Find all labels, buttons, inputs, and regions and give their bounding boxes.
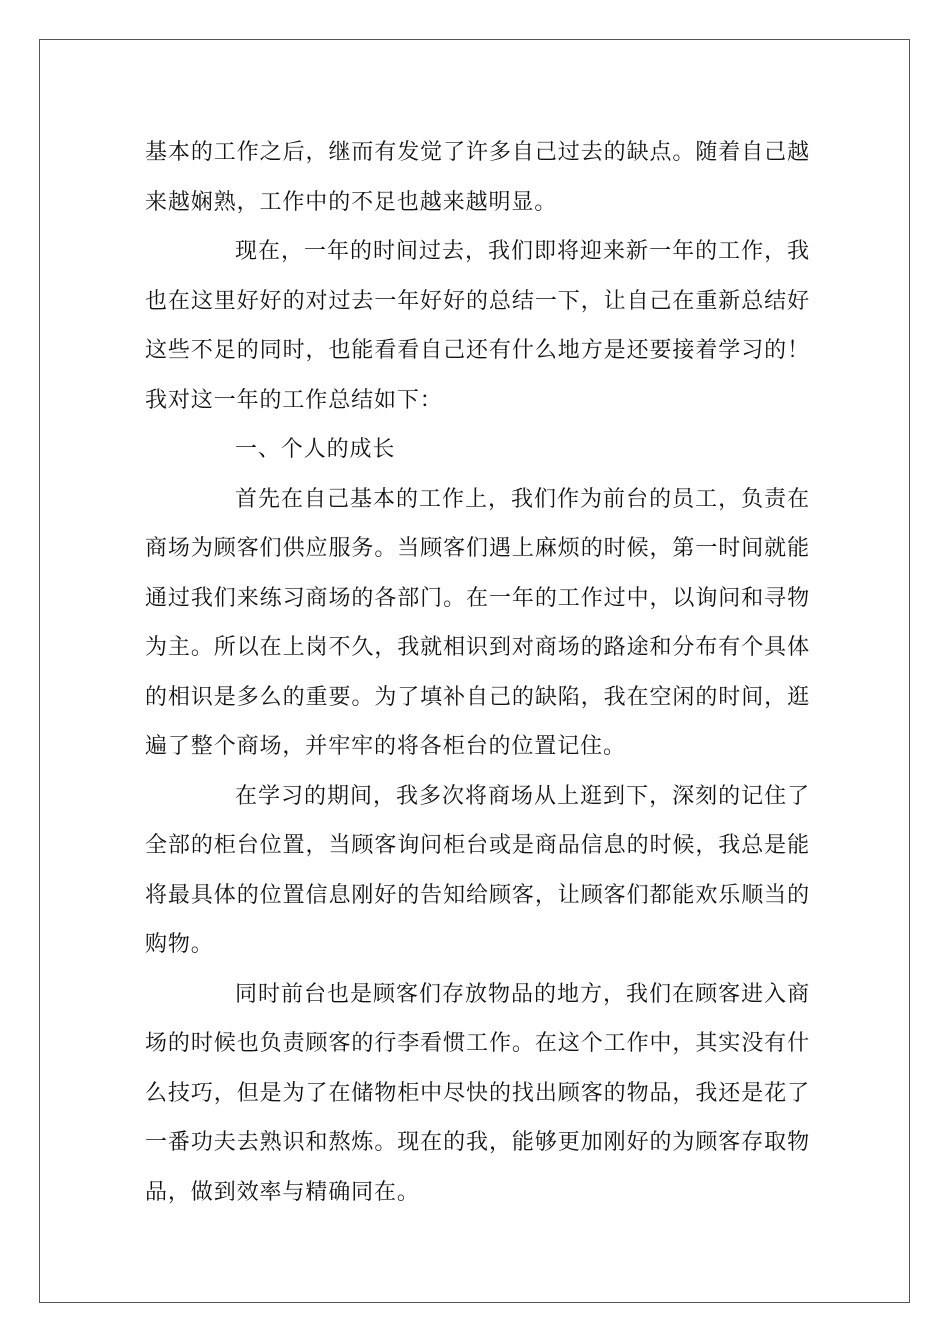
document-body	[145, 128, 810, 1217]
paragraph-learning-period: 在学习的期间，我多次将商场从上逛到下，深刻的记住了全部的柜台位置，当顾客询问柜台或是商品信息的时候，我总是能将最具体的位置信息刚好的告知给顾客，让顾客们都能欢乐顺当的购物。	[145, 783, 810, 957]
paragraph-continuation: 基本的工作之后，继而有发觉了许多自己过去的缺点。随着自己越来越娴熟，工作中的不足也越来越明显。	[145, 140, 810, 215]
section-heading-personal-growth: 一、个人的成长	[235, 437, 396, 462]
paragraph-intro: 现在，一年的时间过去，我们即将迎来新一年的工作，我也在这里好好的对过去一年好好的总结一下，让自己在重新总结好这些不足的同时，也能看看自己还有什么地方是还要接着学习的！我对这一年的工作总结如下：	[145, 239, 810, 413]
paragraph-storage-service: 同时前台也是顾客们存放物品的地方，我们在顾客进入商场的时候也负责顾客的行李看惯工作。在这个工作中，其实没有什么技巧，但是为了在储物柜中尽快的找出顾客的物品，我还是花了一番功夫去熟识和熬炼。现在的我，能够更加刚好的为顾客存取物品，做到效率与精确同在。	[145, 981, 810, 1205]
paragraph-basic-work: 首先在自己基本的工作上，我们作为前台的员工，负责在商场为顾客们供应服务。当顾客们遇上麻烦的时候，第一时间就能通过我们来练习商场的各部门。在一年的工作过中，以询问和寻物为主。所以在上岗不久，我就相识到对商场的路途和分布有个具体的相识是多么的重要。为了填补自己的缺陷，我在空闲的时间，逛遍了整个商场，并牢牢的将各柜台的位置记住。	[145, 486, 810, 759]
